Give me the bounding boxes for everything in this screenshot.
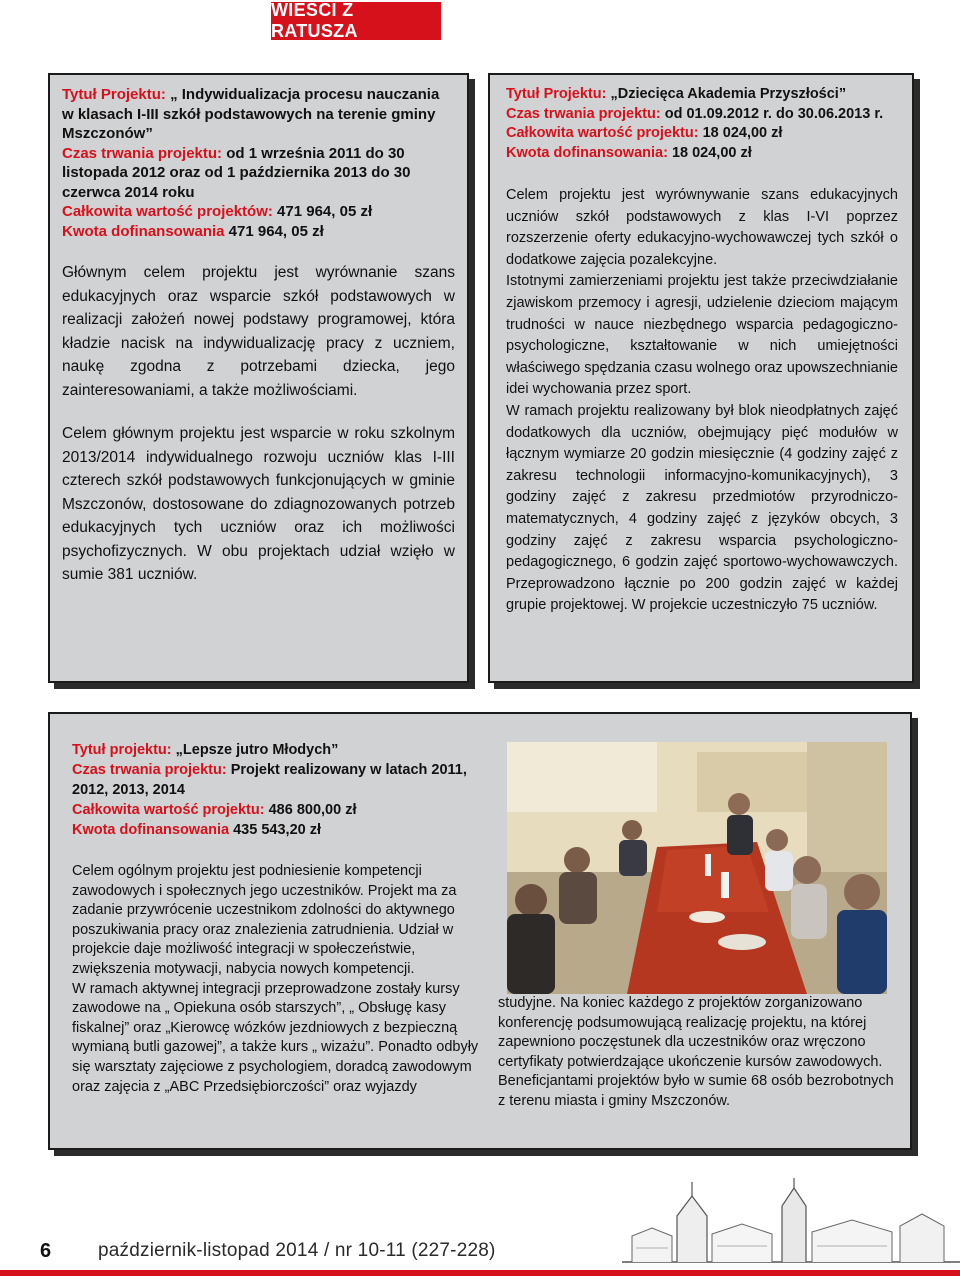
workshop-photo — [507, 742, 887, 994]
paragraph: studyjne. Na koniec każdego z projektów zorganizowano konferencję podsumowującą realizację projektu, na której zapewniono poczęstunek dla uczestników oraz wręczono certyfikaty potwierdzające ukończenie kursów zawodowych. Beneficjantami projektów było w sumie 68 osób bezrobotnych z terenu miasta i gminy Mszczonów. — [498, 995, 894, 1109]
paragraph: Celem głównym projektu jest wsparcie w roku szkolnym 2013/2014 indywidualnego rozwoju uczniów klas I-III czterech szkół podstawowych funkcjonujących w gminie Mszczonów, dostosowane do zdiagnozowanych potrzeb edukacyjnych tych uczniów oraz ich możliwości psychofizycznych. W obu projektach udział wzięło w sumie 381 uczniów. — [62, 425, 455, 583]
title-label: Tytuł projektu: — [72, 742, 172, 758]
issue-info: październik-listopad 2014 / nr 10-11 (227-228) — [98, 1240, 496, 1261]
duration-label: Czas trwania projektu: — [72, 762, 227, 778]
project-info — [506, 85, 898, 163]
funding-label: Kwota dofinansowania: — [506, 144, 668, 161]
footer-rule — [0, 1270, 960, 1276]
project-left-column — [72, 740, 480, 1097]
total-value: 471 964, 05 zł — [272, 203, 373, 220]
project-box-lepsze-jutro — [48, 712, 912, 1150]
total-label: Całkowita wartość projektów: — [62, 203, 273, 220]
paragraph: Głównym celem projektu jest wyrównanie szans edukacyjnych oraz wsparcie szkół podstawowych w realizacji założeń nowej podstawy programowej, która kładzie nacisk na indywidualizację pracy z uczniem, naukę zgodna z potrzebami dziecka, jego zainteresowaniami, a także możliwościami. — [62, 264, 455, 399]
town-skyline-sketch — [622, 1176, 960, 1272]
total-label: Całkowita wartość projektu: — [72, 802, 265, 818]
page-number: 6 — [40, 1240, 52, 1262]
funding-label: Kwota dofinansowania — [72, 822, 230, 838]
project-box-akademia — [488, 73, 914, 683]
project-box-indywidualizacja — [48, 73, 469, 683]
title-value: „Dziecięca Akademia Przyszłości” — [606, 86, 847, 102]
title-label: Tytuł Projektu: — [62, 86, 166, 103]
title-label: Tytuł Projektu: — [506, 86, 607, 102]
total-value: 486 800,00 zł — [264, 802, 357, 818]
project-info — [72, 740, 480, 840]
title-value: „ Indywidualizacja procesu nauczania w klasach I-III szkół podstawowych na terenie gminy Mszczonów” — [62, 86, 440, 142]
funding-value: 471 964, 05 zł — [224, 222, 324, 240]
paragraph: Istotnymi zamierzeniami projektu jest także przeciwdziałanie zjawiskom przemocy i agresji, udzielenie dzieciom mającym trudności w nauce niezbędnego wsparcia pedagogiczno-psychologiczne, kształtowanie w nich umiejętności właściwego spędzania czasu wolnego oraz upowszechnianie idei wychowania przez sport. — [506, 273, 898, 398]
duration-value: od 1 września 2011 do 30 listopada 2012 oraz od 1 października 2013 do 30 czerwca 2014 roku — [62, 144, 411, 201]
total-value: 18 024,00 zł — [698, 125, 783, 141]
paragraph: Celem projektu jest wyrównywanie szans edukacyjnych uczniów szkół podstawowych z klas I-VI poprzez rozszerzenie oferty edukacyjno-wychowawczej tych szkół o dodatkowe zajęcia pozalekcyjne. — [506, 187, 898, 268]
workshop-photo-illustration — [507, 742, 887, 994]
paragraph: W ramach projektu realizowany był blok nieodpłatnych zajęć dodatkowych dla uczniów, obejmujący pięć modułów w łącznym wymiarze 20 godzin miesięcznie (4 godziny zajęć z zakresu technologii informacyjno-komunikacyjnych), 3 godziny zajęć z zakresu przedmiotów przyrodniczo-matematycznych, 4 godziny zajęć z języków obcych, 3 godziny zajęć z zakresu wsparcia psychologiczno-pedagogicznego, 6 godzin zajęć sportowo-wychowawczych. Przeprowadzono łącznie po 200 godzin zajęć w każdej grupie projektowej. W projekcie uczestniczyło 75 uczniów. — [506, 402, 898, 614]
duration-value: od 01.09.2012 r. do 30.06.2013 r. — [660, 105, 884, 122]
duration-label: Czas trwania projektu: — [506, 105, 661, 122]
paragraph: W ramach aktywnej integracji przeprowadzone zostały kursy zawodowe na „ Opiekuna osób starszych”, „ Obsługę kasy fiskalnej” oraz „Kierowcę wózków jezdniowych z bezpieczną wymianą butli gazowej”, a także kurs „ wizażu”. Ponadto odbyły się warsztaty zajęciowe z psychologiem, doradcą zawodowym oraz zajęcia z „ABC Przedsiębiorczości” oraz wyjazdy — [72, 980, 479, 1095]
funding-value: 18 024,00 zł — [667, 144, 752, 161]
duration-label: Czas trwania projektu: — [62, 144, 223, 162]
funding-label: Kwota dofinansowania — [62, 222, 225, 240]
project-info — [62, 85, 455, 241]
total-label: Całkowita wartość projektu: — [506, 125, 699, 141]
duration-value: Projekt realizowany w latach 2011, 2012, 2013, 2014 — [72, 762, 467, 798]
paragraph: Celem ogólnym projektu jest podniesienie kompetencji zawodowych i społecznych jego uczestników. Projekt ma za zadanie przywrócenie uczestnikom zdolności do aktywnego poszukiwania pracy oraz znalezienia zatrudnienia. Udział w projekcie daje możliwość integracji w społeczeństwie, zwiększenia motywacji, nabycia nowych kompetencji. — [72, 863, 457, 977]
title-value: „Lepsze jutro Młodych” — [171, 742, 339, 758]
section-tag: WIEŚCI Z RATUSZA — [271, 2, 441, 40]
funding-value: 435 543,20 zł — [229, 822, 322, 838]
